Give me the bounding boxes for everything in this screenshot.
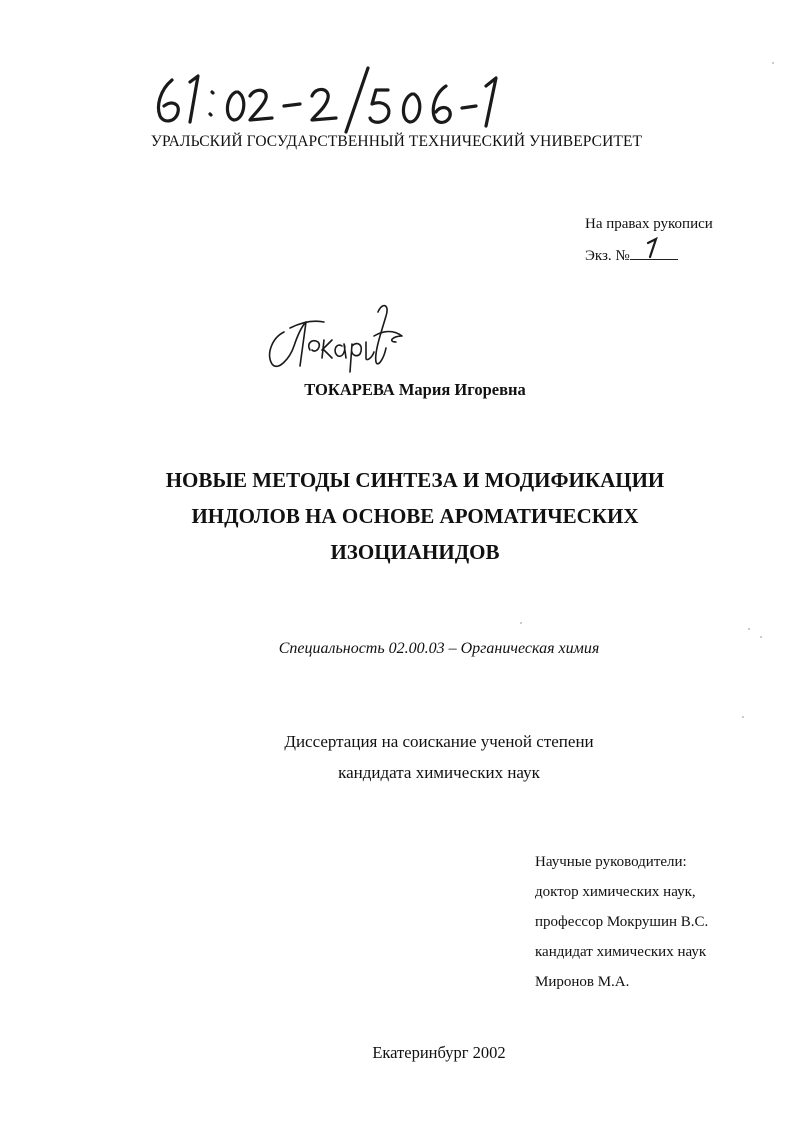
author-signature [262, 292, 412, 382]
handwritten-copy-number [640, 237, 670, 259]
degree-statement [0, 726, 793, 788]
title-line: НОВЫЕ МЕТОДЫ СИНТЕЗА И МОДИФИКАЦИИ [165, 468, 665, 492]
dissertation-title [0, 462, 793, 570]
degree-line: кандидата химических наук [338, 763, 540, 782]
scan-speck [760, 636, 762, 638]
university-name: УРАЛЬСКИЙ ГОСУДАРСТВЕННЫЙ ТЕХНИЧЕСКИЙ УНИВЕРСИТЕТ [150, 133, 643, 150]
copy-number-line [630, 243, 678, 260]
scan-speck [742, 716, 744, 718]
scan-speck [748, 628, 750, 630]
degree-line: Диссертация на соискание ученой степени [284, 732, 594, 751]
author-name: ТОКАРЕВА Мария Игоревна [304, 380, 526, 399]
scientific-advisors [535, 847, 708, 997]
manuscript-rights-label: На правах рукописи [585, 216, 713, 232]
specialty: Специальность 02.00.03 – Органическая химия [278, 640, 600, 657]
advisor-line: кандидат химических наук [535, 944, 707, 960]
copy-number-label: Экз. № [585, 248, 630, 264]
scan-speck [772, 62, 774, 64]
advisor-line: профессор Мокрушин В.С. [535, 914, 709, 930]
handwritten-catalog-number [150, 62, 510, 134]
city-year: Екатеринбург 2002 [372, 1043, 506, 1062]
title-line: ИНДОЛОВ НА ОСНОВЕ АРОМАТИЧЕСКИХ [191, 504, 639, 528]
signature-drawing [262, 292, 412, 382]
advisor-line: доктор химических наук, [535, 884, 696, 900]
copy-number-field [585, 243, 678, 265]
advisors-heading: Научные руководители: [535, 854, 687, 870]
title-line: ИЗОЦИАНИДОВ [330, 540, 500, 564]
scan-speck [520, 622, 522, 624]
advisor-line: Миронов М.А. [535, 974, 630, 990]
handwritten-catalog-number-drawing [150, 62, 510, 134]
